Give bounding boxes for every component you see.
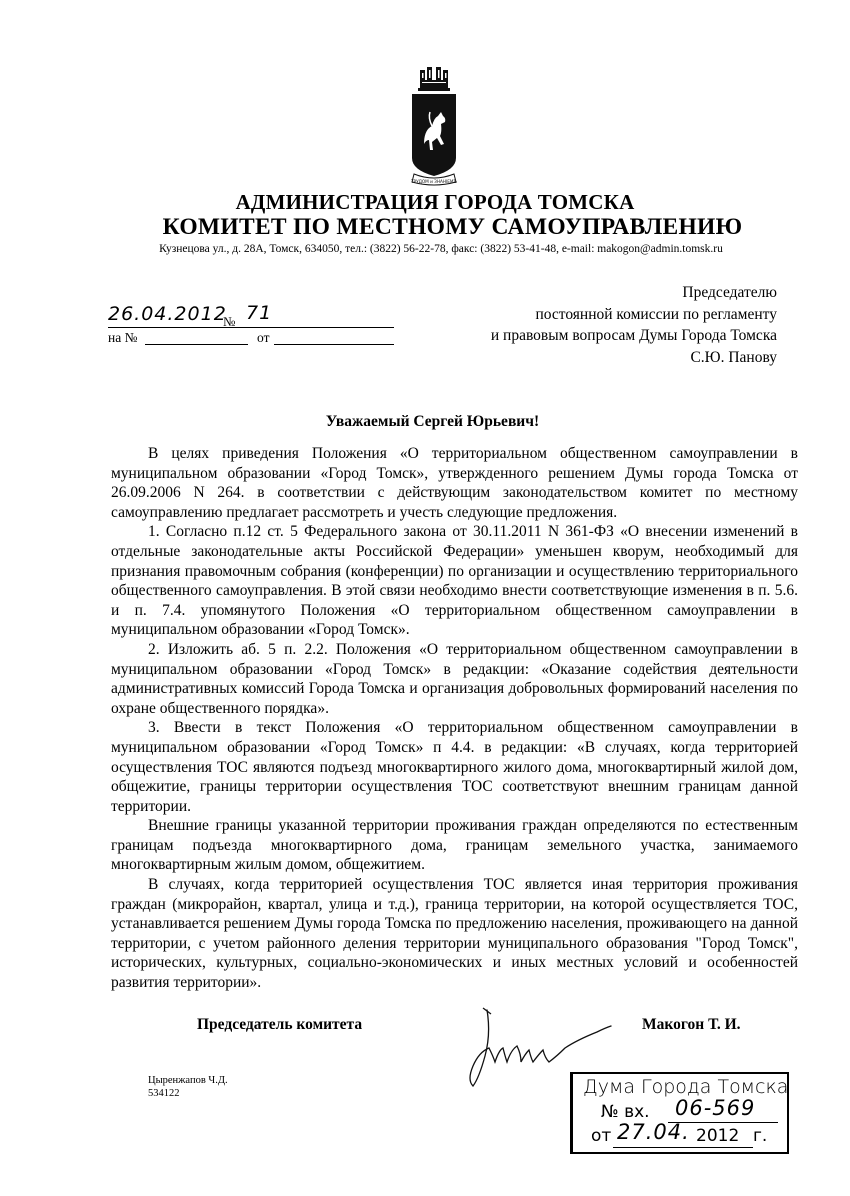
greeting: Уважаемый Сергей Юрьевич!: [325, 413, 540, 430]
stamp-date-label: от: [591, 1126, 612, 1146]
coat-of-arms-emblem: [410, 66, 458, 188]
stamp-number-label: № вх.: [601, 1102, 650, 1122]
incoming-registration-stamp: [570, 1072, 789, 1154]
stamp-date: 27.04.: [617, 1120, 690, 1144]
reply-to-date-line: [274, 344, 394, 345]
outgoing-date: 26.04.2012: [108, 303, 227, 325]
addressee-block: [420, 282, 777, 368]
svg-text:ТРУДОМ и ЗНАНІЕМЪ: ТРУДОМ и ЗНАНІЕМЪ: [410, 179, 458, 184]
organization-title: АДМИНИСТРАЦИЯ ГОРОДА ТОМСКА: [235, 190, 635, 214]
paragraph: В целях приведения Положения «О территориальном общественном самоуправлении в муниципальном образовании «Город Томск», утвержденного решением Думы города Томска от 26.09.2006 N 264. в соответствии с действующим законодательством комитет по местному самоуправлению предлагает рассмотреть и учесть следующие предложения.: [111, 445, 798, 521]
stamp-organization: Дума Города Томска: [583, 1076, 789, 1098]
outgoing-number-label: №: [223, 314, 236, 329]
department-title: КОМИТЕТ ПО МЕСТНОМУ САМОУПРАВЛЕНИЮ: [162, 214, 743, 240]
registration-underline: [108, 327, 394, 328]
letter-body: [111, 444, 798, 993]
addressee-line: и правовым вопросам Думы Города Томска: [490, 327, 777, 344]
addressee-line: Председателю: [682, 284, 777, 301]
reply-to-date-label: от: [257, 330, 270, 345]
paragraph: 1. Согласно п.12 ст. 5 Федерального закона от 30.11.2011 N 361-ФЗ «О внесении изменений в отдельные законодательные акты Российской Федерации» уменьшен кворум, необходимый для признания правомочным собрания (конференции) по организации и осуществлению территориального общественного самоуправления. В этой связи необходимо внести соответствующие изменения в п. 5.6. и п. 7.4. упомянутого Положения «О территориальном общественном самоуправлении в муниципальном образовании «Город Томск».: [111, 523, 798, 639]
reply-to-number-line: [145, 344, 248, 345]
executor-name: Цыренжапов Ч.Д.: [148, 1075, 228, 1086]
executor-phone: 534122: [148, 1088, 180, 1099]
paragraph: 2. Изложить аб. 5 п. 2.2. Положения «О территориальном общественном самоуправлении в муниципальном образовании «Город Томск» в редакции: «Оказание содействия деятельности административных комиссий Города Томска и организация добровольных формирований населения по охране общественного порядка».: [111, 640, 798, 717]
contact-address: Кузнецова ул., д. 28А, Томск, 634050, тел.: (3822) 56-22-78, факс: (3822) 53-41-48, e-mail: makogon@admin.tomsk.ru: [159, 243, 723, 255]
executor-block: [148, 1074, 228, 1100]
paragraph: В случаях, когда территорией осуществления ТОС является иная территория проживания граждан (микрорайон, квартал, улица и т.д.), граница территории, на которой осуществляется ТОС, устанавливается решением Думы города Томска по предложению населения, проживающего на данной территории, с учетом районного деления территории муниципального образования "Город Томск", исторических, культурных, социально-экономических и иных местных условий и особенностей развития территории».: [111, 876, 798, 992]
stamp-year-suffix: г.: [753, 1126, 768, 1146]
addressee-line: С.Ю. Панову: [690, 348, 777, 366]
signatory-title: Председатель комитета: [197, 1016, 363, 1033]
reply-to-number-label: на №: [108, 330, 138, 345]
stamp-date-line: [613, 1147, 753, 1148]
signatory-name: Макогон Т. И.: [642, 1016, 741, 1033]
stamp-year: 2012: [696, 1126, 740, 1146]
paragraph: Внешние границы указанной территории проживания граждан определяются по естественным границам подъезда многоквартирного дома, границам земельного участка, занимаемого многоквартирным жилым домом, общежитием.: [111, 817, 798, 874]
stamp-number: 06-569: [675, 1096, 756, 1120]
outgoing-number: 71: [246, 302, 273, 324]
paragraph: 3. Ввести в текст Положения «О территориальном общественном самоуправлении в муниципальном образовании «Город Томск» п 4.4. в редакции: «В случаях, когда территорией осуществления ТОС являются подъезд многоквартирного жилого дома, многоквартирный жилой дом, общежитие, границы территории осуществления ТОС соответствуют внешним границам данной территории.: [111, 719, 798, 815]
addressee-line: постоянной комиссии по регламенту: [535, 305, 777, 323]
